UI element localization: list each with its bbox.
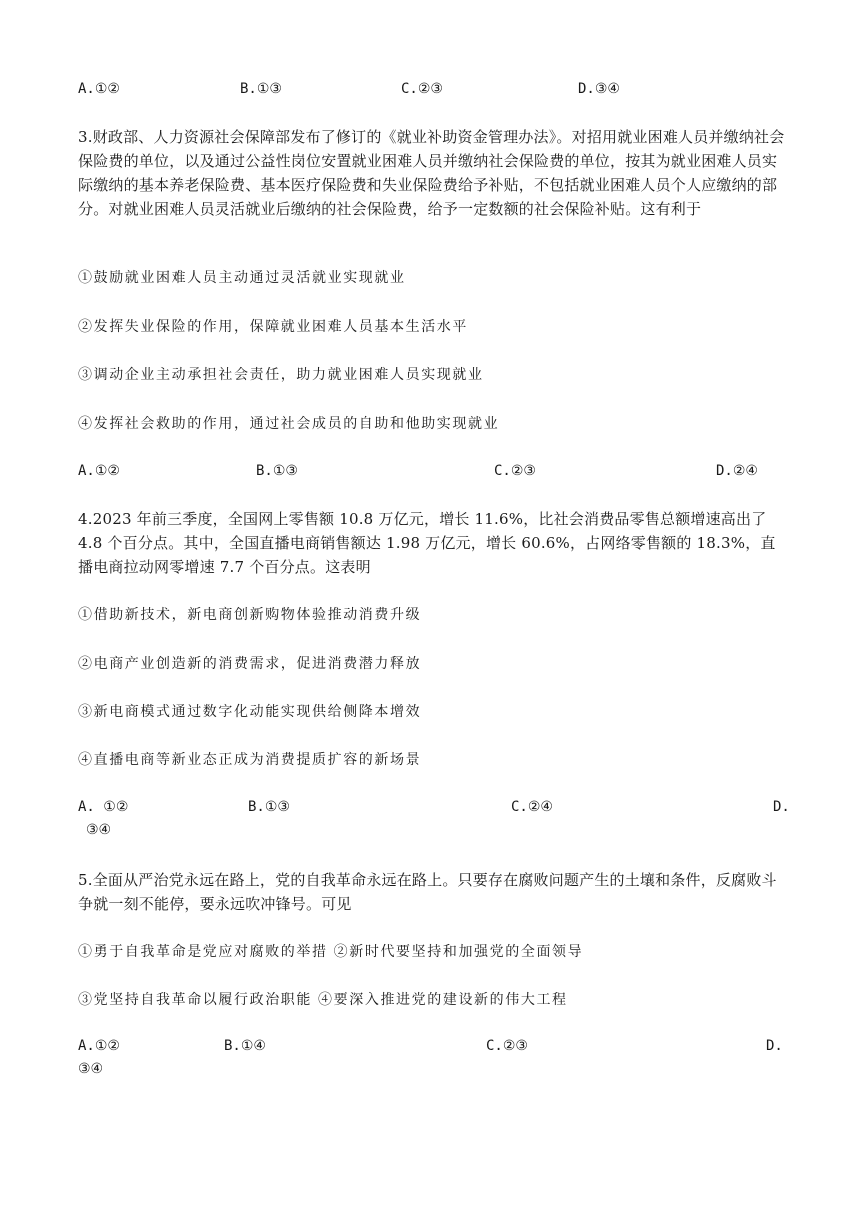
q3-item-1: ①鼓励就业困难人员主动通过灵活就业实现就业 <box>78 270 406 286</box>
q4-item-4: ④直播电商等新业态正成为消费提质扩容的新场景 <box>78 752 422 768</box>
q2-option-b: B.①③ <box>240 81 282 97</box>
q2-option-c: C.②③ <box>401 81 443 97</box>
q5-option-d: D. <box>766 1038 783 1054</box>
q5-option-d-wrap: ③④ <box>78 1061 104 1077</box>
q4-option-b: B.①③ <box>248 799 290 815</box>
q5-option-a: A.①② <box>78 1038 120 1054</box>
q4-item-1: ①借助新技术，新电商创新购物体验推动消费升级 <box>78 607 422 623</box>
q5-items-line-1: ①勇于自我革命是党应对腐败的举措 ②新时代要坚持和加强党的全面领导 <box>78 944 584 960</box>
q4-item-3: ③新电商模式通过数字化动能实现供给侧降本增效 <box>78 704 422 720</box>
q4-stem: 4.2023 年前三季度，全国网上零售额 10.8 万亿元，增长 11.6%，比社会消费品零售总额增速高出了 4.8 个百分点。其中，全国直播电商销售额达 1.98 万亿元，增长 60.6%，占网络零售额的 18.3%，直播电商拉动网零增速 7.7 个百分点。这表明 <box>78 510 776 576</box>
q4-option-a: A. ①② <box>78 799 129 815</box>
q5-option-c: C.②③ <box>486 1038 528 1054</box>
q3-option-d: D.②④ <box>716 463 758 479</box>
q3-item-2: ②发挥失业保险的作用，保障就业困难人员基本生活水平 <box>78 319 468 335</box>
q4-option-c: C.②④ <box>511 799 553 815</box>
q3-item-3: ③调动企业主动承担社会责任，助力就业困难人员实现就业 <box>78 367 484 383</box>
q3-option-a: A.①② <box>78 463 120 479</box>
q5-stem: 5.全面从严治党永远在路上，党的自我革命永远在路上。只要存在腐败问题产生的土壤和条件，反腐败斗争就一刻不能停，要永远吹冲锋号。可见 <box>78 871 777 913</box>
q3-option-b: B.①③ <box>256 463 298 479</box>
q4-option-d-wrap: ③④ <box>86 822 112 838</box>
q5-option-b: B.①④ <box>224 1038 266 1054</box>
q4-item-2: ②电商产业创造新的消费需求，促进消费潜力释放 <box>78 656 422 672</box>
q4-option-d: D. <box>773 799 790 815</box>
q2-option-d: D.③④ <box>578 81 620 97</box>
q3-option-c: C.②③ <box>494 463 536 479</box>
q3-stem: 3.财政部、人力资源社会保障部发布了修订的《就业补助资金管理办法》。对招用就业困难人员并缴纳社会保险费的单位，以及通过公益性岗位安置就业困难人员并缴纳社会保险费的单位，按其为就业困难人员实际缴纳的基本养老保险费、基本医疗保险费和失业保险费给予补贴，不包括就业困难人员个人应缴纳的部分。对就业困难人员灵活就业后缴纳的社会保险费，给予一定数额的社会保险补贴。这有利于 <box>78 128 785 218</box>
q5-items-line-2: ③党坚持自我革命以履行政治职能 ④要深入推进党的建设新的伟大工程 <box>78 992 568 1008</box>
q3-item-4: ④发挥社会救助的作用，通过社会成员的自助和他助实现就业 <box>78 416 500 432</box>
q2-option-a: A.①② <box>78 81 120 97</box>
